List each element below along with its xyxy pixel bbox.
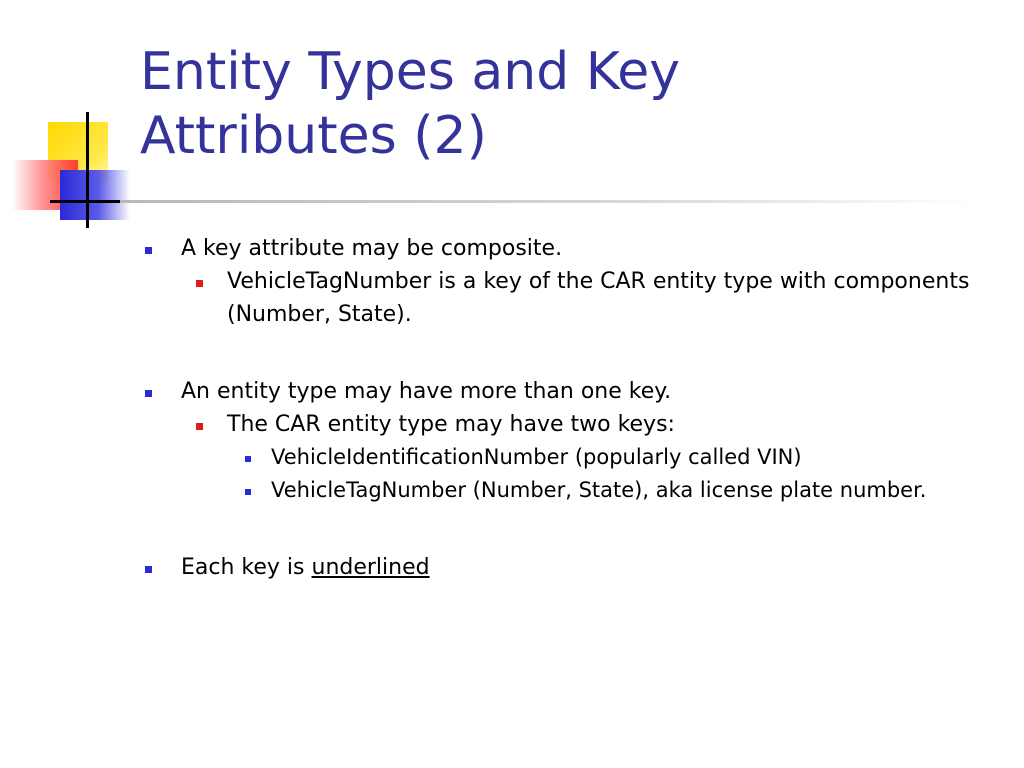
bullet-text: VehicleTagNumber (Number, State), aka license plate number. xyxy=(271,478,927,502)
slide-body xyxy=(144,232,984,584)
bullet-text: VehicleIdentificationNumber (popularly called VIN) xyxy=(271,445,802,469)
spacer xyxy=(144,507,984,551)
square-bullet-icon xyxy=(245,456,251,462)
sub-sub-bullet-item-vin xyxy=(144,441,984,474)
slide-title xyxy=(140,40,980,168)
bullet-text: A key attribute may be composite. xyxy=(181,236,563,261)
bullet-text-prefix: Each key is xyxy=(181,555,312,580)
square-bullet-icon xyxy=(145,247,152,254)
bullet-item-underlined-keys xyxy=(144,551,984,584)
sub-sub-bullet-item-license-plate xyxy=(144,474,984,507)
sub-bullet-item-vehicle-tag-number xyxy=(144,265,984,331)
underlined-word: underlined xyxy=(311,555,430,580)
sub-bullet-item-two-keys xyxy=(144,408,984,441)
bullet-item-multiple-keys xyxy=(144,375,984,408)
square-bullet-icon xyxy=(196,280,203,287)
square-bullet-icon xyxy=(145,390,152,397)
decorative-vertical-line xyxy=(86,112,89,228)
square-bullet-icon xyxy=(145,566,152,573)
title-underline-rule xyxy=(120,200,980,203)
spacer xyxy=(144,331,984,375)
bullet-text: The CAR entity type may have two keys: xyxy=(227,412,675,437)
decorative-horizontal-line xyxy=(50,200,126,203)
square-bullet-icon xyxy=(245,489,251,495)
bullet-text: VehicleTagNumber is a key of the CAR entity type with components (Number, State). xyxy=(227,269,970,327)
bullet-text: An entity type may have more than one key. xyxy=(181,379,672,404)
slide-title-line-2: Attributes (2) xyxy=(140,106,487,166)
square-bullet-icon xyxy=(196,423,203,430)
decorative-blue-gradient-bar xyxy=(60,170,130,220)
slide-title-line-1: Entity Types and Key xyxy=(140,42,681,102)
bullet-item-composite-key xyxy=(144,232,984,265)
